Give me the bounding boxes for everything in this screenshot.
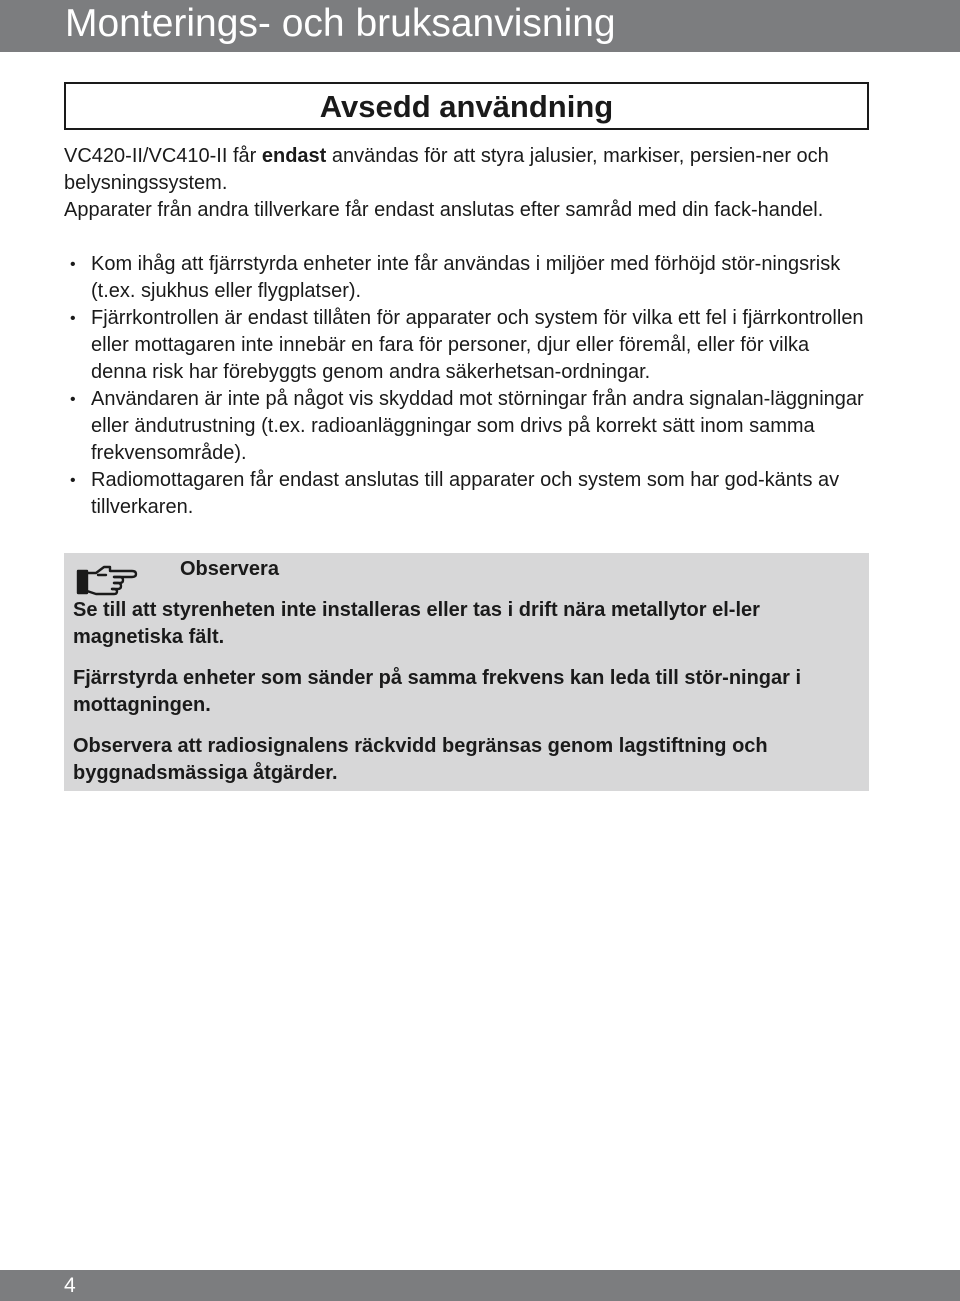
note-paragraph: Se till att styrenheten inte installeras eller tas i drift nära metallytor el-ler magnetiska fält. xyxy=(73,599,760,648)
bullet-icon: • xyxy=(70,310,76,327)
document-title: Monterings- och bruksanvisning xyxy=(65,2,616,45)
list-item xyxy=(64,467,869,521)
bullet-icon: • xyxy=(70,391,76,408)
page-number: 4 xyxy=(64,1274,76,1297)
section-heading-box xyxy=(64,82,869,130)
pointing-hand-icon xyxy=(76,563,138,597)
note-paragraph: Observera att radiosignalens räckvidd begränsas genom lagstiftning och byggnadsmässiga åtgärder. xyxy=(73,735,768,784)
intro-line1-suffix: användas för att styra jalusier, markiser, persien-ner och belysningssystem. xyxy=(64,145,829,194)
intro-text xyxy=(64,143,869,224)
bullet-icon: • xyxy=(70,472,76,489)
usage-bullet-list xyxy=(64,251,869,521)
intro-paragraph-2: Apparater från andra tillverkare får endast anslutas efter samråd med din fack-handel. xyxy=(64,199,824,221)
list-item xyxy=(64,305,869,386)
intro-line1-emphasis: endast xyxy=(261,145,327,167)
note-paragraph: Fjärrstyrda enheter som sänder på samma frekvens kan leda till stör-ningar i mottagningen. xyxy=(73,667,802,716)
bullet-icon: • xyxy=(70,256,76,273)
section-title: Avsedd användning xyxy=(319,89,614,124)
footer-bar xyxy=(0,1270,960,1301)
intro-line1-prefix: VC420-II/VC410-II får xyxy=(64,145,262,167)
list-item xyxy=(64,386,869,467)
list-item-text: Fjärrkontrollen är endast tillåten för apparater och system för vilka ett fel i fjärrkontrollen eller mottagaren inte innebär en fara för personer, djur eller föremål, eller för vilka denna risk har förebyggts genom andra säkerhetsan-ordningar. xyxy=(91,307,864,383)
header-bar xyxy=(0,0,960,52)
list-item xyxy=(64,251,869,305)
list-item-text: Användaren är inte på något vis skyddad mot störningar från andra signalan-läggningar eller ändutrustning (t.ex. radioanläggningar som drivs på korrekt sätt inom samma frekvensområde). xyxy=(91,388,864,464)
note-box xyxy=(64,553,869,791)
list-item-text: Kom ihåg att fjärrstyrda enheter inte får användas i miljöer med förhöjd stör-ningsrisk (t.ex. sjukhus eller flygplatser). xyxy=(91,253,841,302)
intro-paragraph-1 xyxy=(64,143,869,197)
note-heading: Observera xyxy=(180,558,279,580)
list-item-text: Radiomottagaren får endast anslutas till apparater och system som har god-känts av tillverkaren. xyxy=(91,469,840,518)
